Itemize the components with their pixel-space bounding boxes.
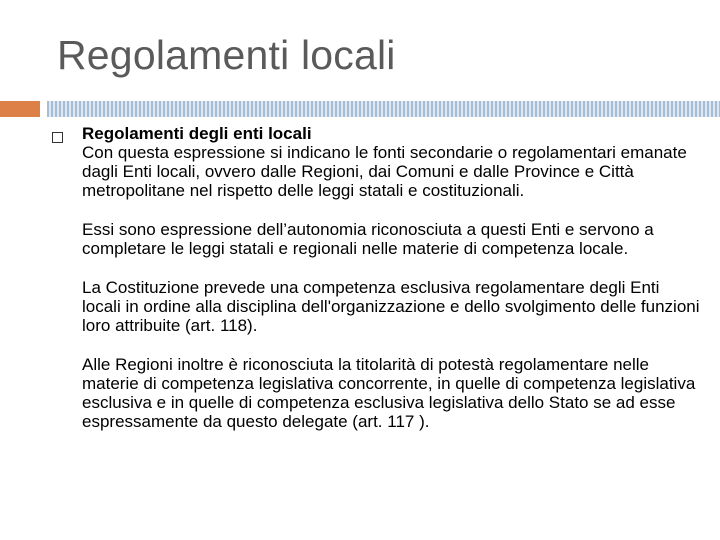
paragraph-3: La Costituzione prevede una competenza esclusiva regolamentare degli Enti locali in ordine alla disciplina dell'organizzazione e dello svolgimento delle funzioni loro attribuite (art. 118). (82, 278, 700, 335)
paragraph-text: Con questa espressione si indicano le fonti secondarie o regolamentari emanate dagli Enti locali, ovvero dalle Regioni, dai Comuni e dalle Province e Città metropolitane nel rispetto delle leggi statali e costituzionali. (82, 143, 687, 200)
square-bullet-icon (52, 132, 63, 143)
section-heading: Regolamenti degli enti locali (82, 124, 312, 143)
paragraph-4: Alle Regioni inoltre è riconosciuta la titolarità di potestà regolamentare nelle materie di competenza legislativa concorrente, in quelle di competenza legislativa esclusiva e in quelle di competenza esclusiva legislativa dello Stato se ad esse espressamente da questo delegate (art. 117 ). (82, 355, 696, 431)
decorative-stripe-bar (47, 101, 720, 117)
slide-title: Regolamenti locali (57, 32, 396, 78)
paragraph-1 (82, 124, 702, 200)
accent-bar (0, 101, 40, 117)
paragraph-2: Essi sono espressione dell’autonomia riconosciuta a questi Enti e servono a completare le leggi statali e regionali nelle materie di competenza locale. (82, 220, 654, 258)
slide-body (82, 124, 702, 451)
